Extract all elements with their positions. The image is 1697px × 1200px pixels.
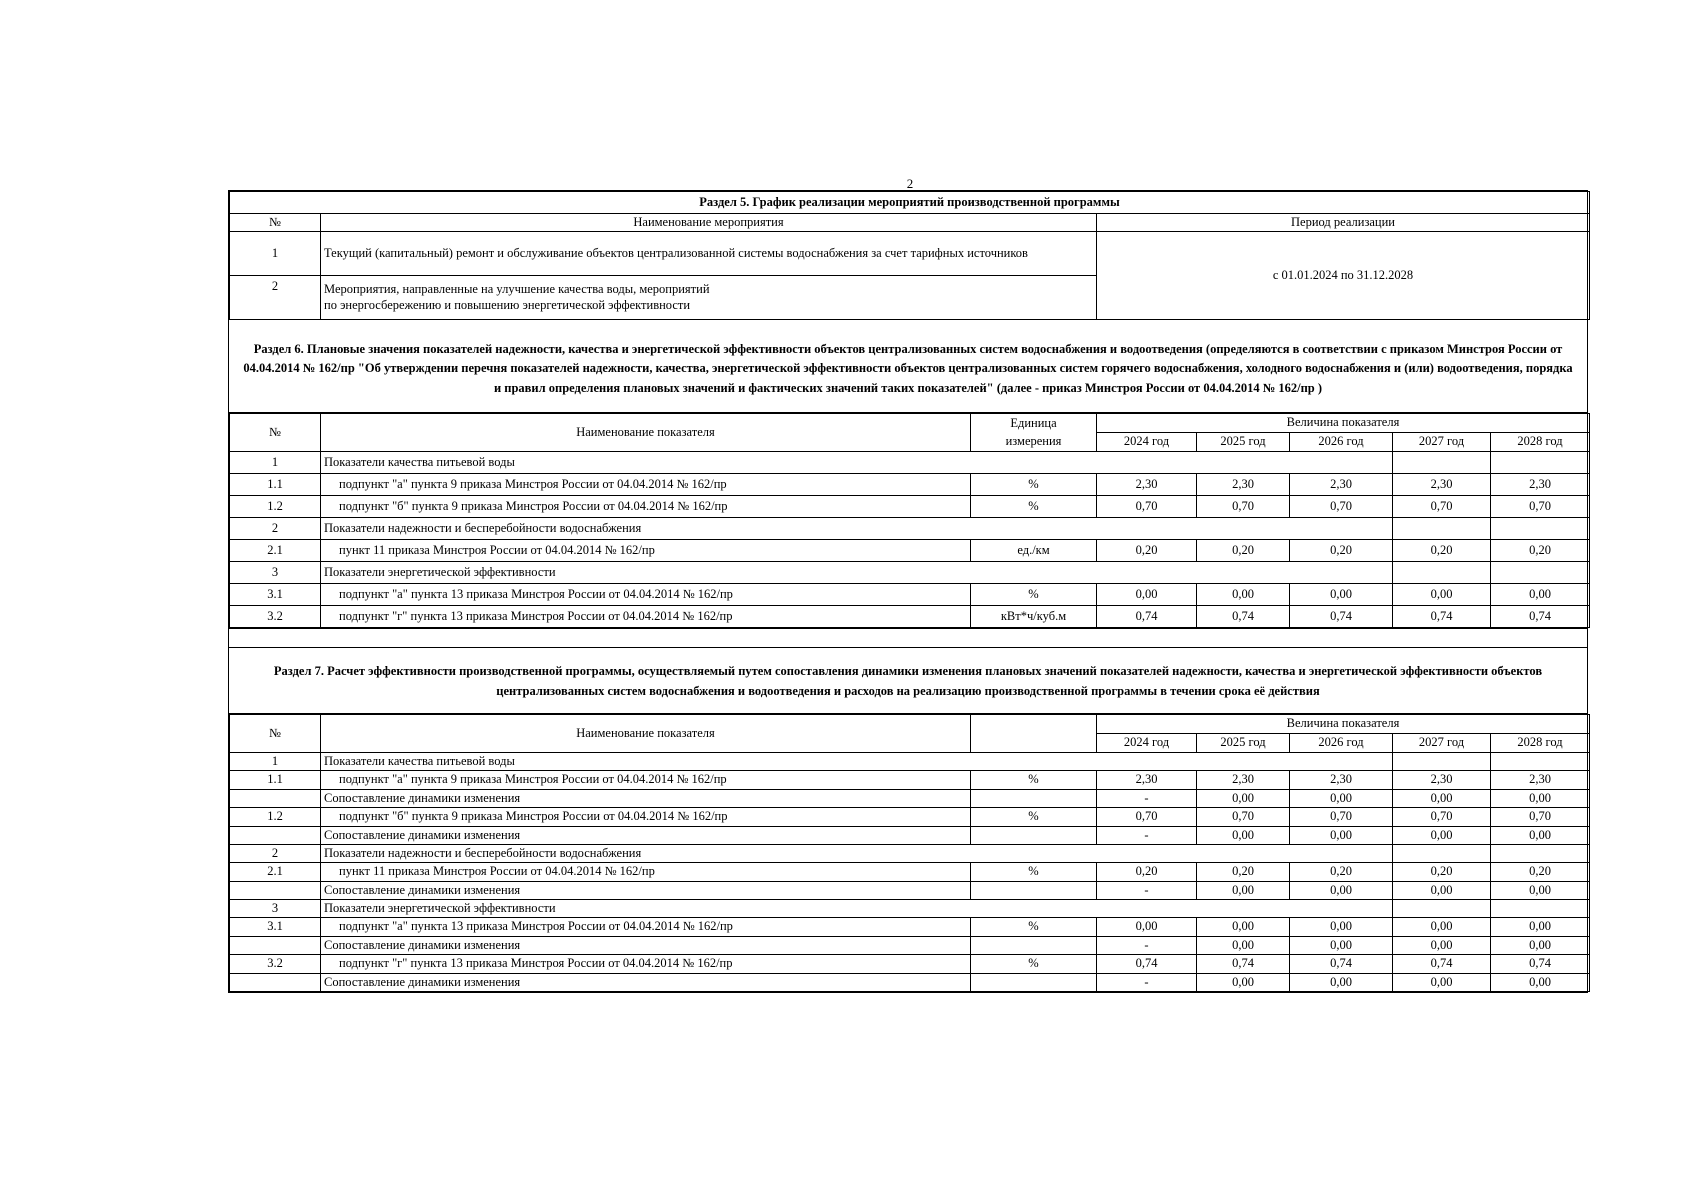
row-number <box>230 936 321 954</box>
row-number: 1.1 <box>230 474 321 496</box>
section7-header-unit <box>971 714 1097 752</box>
document-table-frame <box>228 190 1588 993</box>
empty-cell <box>1491 899 1590 917</box>
dynamics-label: Сопоставление динамики изменения <box>321 936 971 954</box>
value-cell: 0,00 <box>1491 826 1590 844</box>
value-cell: 0,20 <box>1290 862 1393 881</box>
value-cell: 0,74 <box>1197 606 1290 628</box>
empty-cell <box>1491 562 1590 584</box>
section6-year-header: 2025 год <box>1197 433 1290 452</box>
indicator-name: пункт 11 приказа Минстроя России от 04.04.2014 № 162/пр <box>321 862 971 881</box>
value-cell: 0,74 <box>1097 606 1197 628</box>
value-cell: 0,00 <box>1393 584 1491 606</box>
section7-year-header: 2026 год <box>1290 733 1393 752</box>
value-cell: 0,20 <box>1197 862 1290 881</box>
group-name: Показатели надежности и бесперебойности водоснабжения <box>321 518 1393 540</box>
unit-cell <box>971 881 1097 899</box>
unit-cell: % <box>971 770 1097 789</box>
value-cell: - <box>1097 881 1197 899</box>
value-cell: 0,74 <box>1393 606 1491 628</box>
group-row <box>230 752 1590 770</box>
dynamics-label: Сопоставление динамики изменения <box>321 789 971 807</box>
value-cell: 0,00 <box>1290 917 1393 936</box>
value-cell: 2,30 <box>1393 770 1491 789</box>
spacer-row <box>229 628 1587 647</box>
section6-year-header: 2027 год <box>1393 433 1491 452</box>
indicator-row <box>230 540 1590 562</box>
value-cell: 0,00 <box>1197 789 1290 807</box>
indicator-name: подпункт "б" пункта 9 приказа Минстроя России от 04.04.2014 № 162/пр <box>321 496 971 518</box>
section7-header-value: Величина показателя <box>1097 714 1590 733</box>
value-cell: 0,70 <box>1197 807 1290 826</box>
value-cell: 0,00 <box>1290 881 1393 899</box>
value-cell: 2,30 <box>1491 474 1590 496</box>
section5-row-num: 2 <box>230 276 321 320</box>
value-cell: 0,00 <box>1393 917 1491 936</box>
row-number <box>230 881 321 899</box>
value-cell: 2,30 <box>1290 474 1393 496</box>
group-name: Показатели качества питьевой воды <box>321 452 1393 474</box>
row-number: 3.1 <box>230 584 321 606</box>
section5-row-name-line1: Мероприятия, направленные на улучшение качества воды, мероприятий <box>324 281 710 296</box>
section6-header-unit-1: Единица <box>971 414 1097 433</box>
value-cell: 0,00 <box>1491 584 1590 606</box>
value-cell: 0,00 <box>1290 826 1393 844</box>
indicator-row <box>230 807 1590 826</box>
row-number <box>230 973 321 991</box>
section5-header-period: Период реализации <box>1097 214 1590 232</box>
section5-row-name: Текущий (капитальный) ремонт и обслуживание объектов централизованной системы водоснабжения за счет тарифных источников <box>321 232 1097 276</box>
indicator-name: подпункт "г" пункта 13 приказа Минстроя России от 04.04.2014 № 162/пр <box>321 606 971 628</box>
section5-header-name: Наименование мероприятия <box>321 214 1097 232</box>
row-number: 1.2 <box>230 807 321 826</box>
value-cell: 0,20 <box>1290 540 1393 562</box>
unit-cell: % <box>971 862 1097 881</box>
value-cell: 0,74 <box>1290 606 1393 628</box>
dynamics-row <box>230 881 1590 899</box>
empty-cell <box>1491 752 1590 770</box>
section6-year-header: 2026 год <box>1290 433 1393 452</box>
section5-row-name-line2: по энергосбережению и повышению энергетической эффективности <box>324 297 691 312</box>
empty-cell <box>1393 562 1491 584</box>
unit-cell: % <box>971 584 1097 606</box>
dynamics-label: Сопоставление динамики изменения <box>321 973 971 991</box>
section7-year-header: 2027 год <box>1393 733 1491 752</box>
value-cell: 0,00 <box>1097 917 1197 936</box>
indicator-name: подпункт "а" пункта 9 приказа Минстроя России от 04.04.2014 № 162/пр <box>321 770 971 789</box>
group-row <box>230 844 1590 862</box>
unit-cell: % <box>971 496 1097 518</box>
empty-cell <box>1393 452 1491 474</box>
section7-year-header: 2028 год <box>1491 733 1590 752</box>
value-cell: 0,70 <box>1097 807 1197 826</box>
indicator-row <box>230 606 1590 628</box>
value-cell: 0,00 <box>1393 936 1491 954</box>
empty-cell <box>1393 752 1491 770</box>
value-cell: 0,74 <box>1393 954 1491 973</box>
section6-header-num: № <box>230 414 321 452</box>
value-cell: 0,20 <box>1491 862 1590 881</box>
value-cell: 0,70 <box>1097 496 1197 518</box>
empty-cell <box>1491 518 1590 540</box>
section7-table <box>229 714 1590 992</box>
row-number: 2 <box>230 518 321 540</box>
section6-year-header: 2028 год <box>1491 433 1590 452</box>
value-cell: 0,00 <box>1290 789 1393 807</box>
dynamics-label: Сопоставление динамики изменения <box>321 826 971 844</box>
empty-cell <box>1393 844 1491 862</box>
value-cell: 0,00 <box>1393 881 1491 899</box>
value-cell: 2,30 <box>1393 474 1491 496</box>
row-number: 1 <box>230 752 321 770</box>
value-cell: 0,74 <box>1097 954 1197 973</box>
value-cell: 0,20 <box>1393 862 1491 881</box>
unit-cell: ед./км <box>971 540 1097 562</box>
section5-header-num: № <box>230 214 321 232</box>
value-cell: 0,00 <box>1393 789 1491 807</box>
value-cell: 0,20 <box>1491 540 1590 562</box>
group-name: Показатели качества питьевой воды <box>321 752 1393 770</box>
dynamics-row <box>230 973 1590 991</box>
section7-year-header: 2024 год <box>1097 733 1197 752</box>
indicator-name: подпункт "г" пункта 13 приказа Минстроя России от 04.04.2014 № 162/пр <box>321 954 971 973</box>
value-cell: 0,00 <box>1491 973 1590 991</box>
empty-cell <box>1491 452 1590 474</box>
value-cell: 0,74 <box>1290 954 1393 973</box>
indicator-name: подпункт "а" пункта 13 приказа Минстроя России от 04.04.2014 № 162/пр <box>321 584 971 606</box>
value-cell: 2,30 <box>1290 770 1393 789</box>
value-cell: 0,00 <box>1290 936 1393 954</box>
unit-cell <box>971 826 1097 844</box>
value-cell: 0,00 <box>1197 881 1290 899</box>
unit-cell <box>971 789 1097 807</box>
row-number: 1.2 <box>230 496 321 518</box>
value-cell: 0,00 <box>1097 584 1197 606</box>
unit-cell <box>971 973 1097 991</box>
section7-year-header: 2025 год <box>1197 733 1290 752</box>
value-cell: 0,70 <box>1290 807 1393 826</box>
section6-table <box>229 413 1590 628</box>
section6-year-header: 2024 год <box>1097 433 1197 452</box>
value-cell: 0,70 <box>1491 496 1590 518</box>
value-cell: 0,00 <box>1290 584 1393 606</box>
unit-cell: кВт*ч/куб.м <box>971 606 1097 628</box>
dynamics-row <box>230 789 1590 807</box>
row-number: 2.1 <box>230 862 321 881</box>
empty-cell <box>1491 844 1590 862</box>
value-cell: 0,70 <box>1491 807 1590 826</box>
empty-cell <box>1393 899 1491 917</box>
row-number: 2 <box>230 844 321 862</box>
value-cell: - <box>1097 973 1197 991</box>
dynamics-row <box>230 826 1590 844</box>
value-cell: 0,20 <box>1097 540 1197 562</box>
section5-row-num: 1 <box>230 232 321 276</box>
unit-cell <box>971 936 1097 954</box>
value-cell: 2,30 <box>1097 770 1197 789</box>
indicator-row <box>230 917 1590 936</box>
row-number: 3.2 <box>230 606 321 628</box>
indicator-name: подпункт "б" пункта 9 приказа Минстроя России от 04.04.2014 № 162/пр <box>321 807 971 826</box>
empty-cell <box>1393 518 1491 540</box>
section5-title: Раздел 5. График реализации мероприятий производственной программы <box>230 192 1590 214</box>
page-number: 2 <box>906 176 914 191</box>
value-cell: 0,00 <box>1197 584 1290 606</box>
group-name: Показатели энергетической эффективности <box>321 899 1393 917</box>
value-cell: 0,20 <box>1197 540 1290 562</box>
value-cell: - <box>1097 936 1197 954</box>
value-cell: - <box>1097 826 1197 844</box>
section6-header-unit-2: измерения <box>971 433 1097 452</box>
section5-period: с 01.01.2024 по 31.12.2028 <box>1097 232 1590 320</box>
row-number: 3 <box>230 899 321 917</box>
value-cell: 0,20 <box>1097 862 1197 881</box>
indicator-row <box>230 584 1590 606</box>
value-cell: 2,30 <box>1491 770 1590 789</box>
value-cell: 0,70 <box>1290 496 1393 518</box>
value-cell: 0,74 <box>1491 606 1590 628</box>
value-cell: 0,00 <box>1393 826 1491 844</box>
row-number: 3 <box>230 562 321 584</box>
value-cell: 0,00 <box>1393 973 1491 991</box>
row-number <box>230 789 321 807</box>
row-number: 2.1 <box>230 540 321 562</box>
group-row <box>230 562 1590 584</box>
section5-table <box>229 191 1590 320</box>
value-cell: 0,00 <box>1197 973 1290 991</box>
section5-row-name <box>321 276 1097 320</box>
row-number: 3.1 <box>230 917 321 936</box>
group-name: Показатели надежности и бесперебойности водоснабжения <box>321 844 1393 862</box>
unit-cell: % <box>971 474 1097 496</box>
value-cell: 0,74 <box>1197 954 1290 973</box>
row-number: 3.2 <box>230 954 321 973</box>
value-cell: - <box>1097 789 1197 807</box>
section7-header-num: № <box>230 714 321 752</box>
value-cell: 0,00 <box>1491 936 1590 954</box>
indicator-row <box>230 862 1590 881</box>
section7-title: Раздел 7. Расчет эффективности производственной программы, осуществляемый путем сопоставления динамики изменения плановых значений показателей надежности, качества и энергетической эффективности объектов централизованных систем водоснабжения и водоотведения и расходов на реализацию производственной программы в течении срока её действия <box>229 647 1587 714</box>
value-cell: 2,30 <box>1197 770 1290 789</box>
dynamics-label: Сопоставление динамики изменения <box>321 881 971 899</box>
indicator-row <box>230 496 1590 518</box>
value-cell: 0,00 <box>1491 789 1590 807</box>
value-cell: 0,00 <box>1197 936 1290 954</box>
section7-header-name: Наименование показателя <box>321 714 971 752</box>
section6-header-name: Наименование показателя <box>321 414 971 452</box>
value-cell: 0,70 <box>1197 496 1290 518</box>
value-cell: 0,00 <box>1491 917 1590 936</box>
group-name: Показатели энергетической эффективности <box>321 562 1393 584</box>
unit-cell: % <box>971 954 1097 973</box>
unit-cell: % <box>971 807 1097 826</box>
group-row <box>230 518 1590 540</box>
indicator-name: подпункт "а" пункта 13 приказа Минстроя России от 04.04.2014 № 162/пр <box>321 917 971 936</box>
group-row <box>230 899 1590 917</box>
section6-header-value: Величина показателя <box>1097 414 1590 433</box>
value-cell: 0,00 <box>1491 881 1590 899</box>
value-cell: 0,00 <box>1197 917 1290 936</box>
row-number <box>230 826 321 844</box>
unit-cell: % <box>971 917 1097 936</box>
value-cell: 0,70 <box>1393 807 1491 826</box>
value-cell: 0,70 <box>1393 496 1491 518</box>
value-cell: 0,00 <box>1197 826 1290 844</box>
indicator-name: подпункт "а" пункта 9 приказа Минстроя России от 04.04.2014 № 162/пр <box>321 474 971 496</box>
dynamics-row <box>230 936 1590 954</box>
value-cell: 2,30 <box>1197 474 1290 496</box>
value-cell: 0,20 <box>1393 540 1491 562</box>
value-cell: 0,74 <box>1491 954 1590 973</box>
indicator-row <box>230 954 1590 973</box>
section6-title: Раздел 6. Плановые значения показателей надежности, качества и энергетической эффективности объектов централизованных систем водоснабжения и водоотведения (определяются в соответствии с приказом Минстроя России от 04.04.2014 № 162/пр "Об утверждении перечня показателей надежности, качества, энергетической эффективности объектов централизованных систем горячего водоснабжения, холодного водоснабжения и (или) водоотведения, порядка и правил определения плановых значений и фактических значений таких показателей" (далее - приказ Минстроя России от 04.04.2014 № 162/пр ) <box>229 320 1587 413</box>
row-number: 1.1 <box>230 770 321 789</box>
indicator-row <box>230 474 1590 496</box>
indicator-row <box>230 770 1590 789</box>
group-row <box>230 452 1590 474</box>
indicator-name: пункт 11 приказа Минстроя России от 04.04.2014 № 162/пр <box>321 540 971 562</box>
value-cell: 2,30 <box>1097 474 1197 496</box>
row-number: 1 <box>230 452 321 474</box>
value-cell: 0,00 <box>1290 973 1393 991</box>
